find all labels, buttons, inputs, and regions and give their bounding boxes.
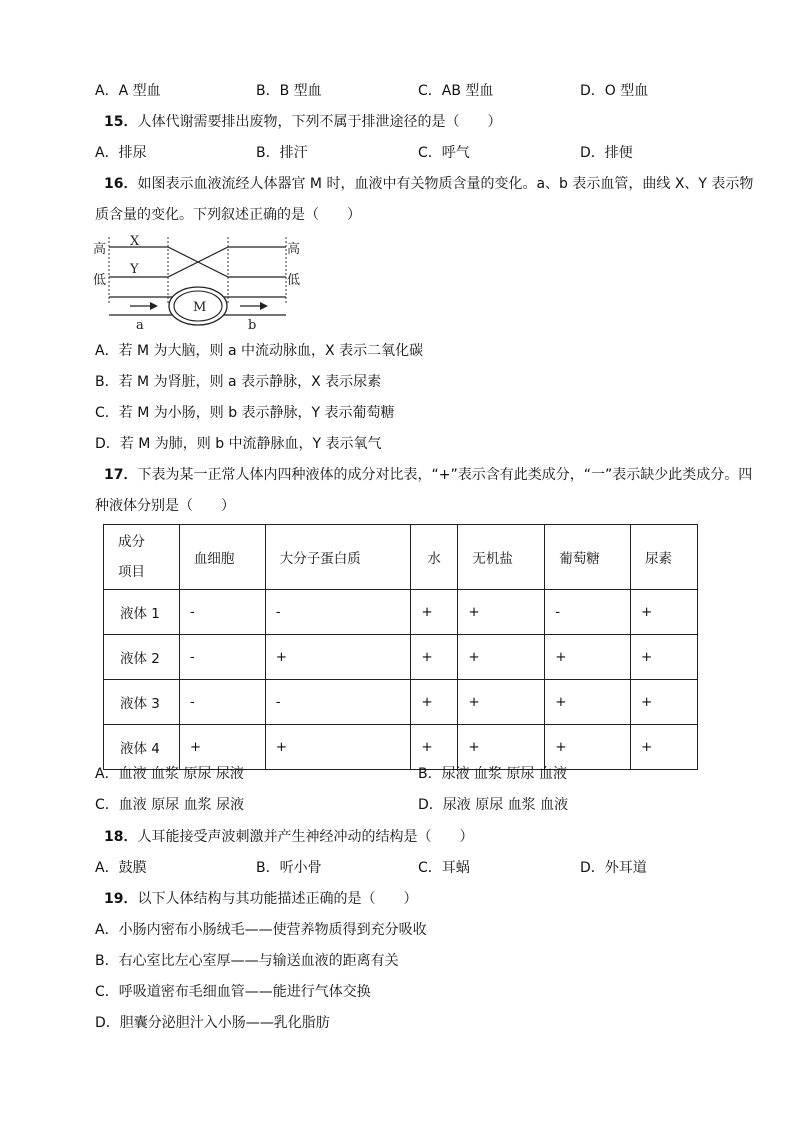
q19-text: 以下人体结构与其功能描述正确的是（ ） bbox=[137, 891, 418, 907]
q17-option-b[interactable]: B．尿液 血浆 原尿 血液 bbox=[418, 766, 567, 782]
vessel-label-a: a bbox=[136, 318, 144, 333]
table-cell: - bbox=[179, 635, 265, 680]
table-cell: + bbox=[265, 635, 411, 680]
q16-diagram bbox=[90, 230, 305, 334]
diagram-label-x: X bbox=[130, 234, 140, 249]
table-cell: - bbox=[179, 590, 265, 635]
vessel-label-b: b bbox=[248, 318, 257, 333]
q14-option-c[interactable]: C．AB 型血 bbox=[418, 83, 494, 99]
table-cell: + bbox=[458, 725, 545, 770]
diagram-low-left: 低 bbox=[93, 273, 107, 288]
diagram-high-right: 高 bbox=[287, 242, 301, 257]
q19-option-b[interactable]: B．右心室比左心室厚——与输送血液的距离有关 bbox=[95, 953, 399, 969]
organ-m-label: M bbox=[193, 300, 207, 315]
q15-option-d[interactable]: D．排便 bbox=[580, 145, 633, 161]
table-cell: + bbox=[411, 635, 458, 680]
table-cell: + bbox=[265, 725, 411, 770]
table-cell: + bbox=[411, 725, 458, 770]
table-cell: - bbox=[265, 680, 411, 725]
column-header: 尿素 bbox=[631, 525, 698, 590]
q18-option-d[interactable]: D．外耳道 bbox=[580, 860, 647, 876]
q18-option-b[interactable]: B．听小骨 bbox=[256, 860, 322, 876]
table-cell: - bbox=[545, 590, 631, 635]
q18-number: 18． bbox=[104, 829, 138, 845]
q17-option-d[interactable]: D．尿液 原尿 血浆 血液 bbox=[418, 797, 569, 813]
q16-stem-line1 bbox=[104, 174, 753, 194]
column-header: 无机盐 bbox=[458, 525, 545, 590]
table-cell: - bbox=[179, 680, 265, 725]
table-row bbox=[104, 590, 698, 635]
table-cell: + bbox=[179, 725, 265, 770]
q15-option-b[interactable]: B．排汗 bbox=[256, 145, 308, 161]
table-cell: + bbox=[458, 680, 545, 725]
table-corner-cell bbox=[104, 525, 180, 590]
diagram-label-y: Y bbox=[130, 262, 139, 277]
diagram-high-left: 高 bbox=[93, 242, 107, 257]
table-cell: + bbox=[458, 590, 545, 635]
q17-option-c[interactable]: C．血液 原尿 血浆 尿液 bbox=[95, 797, 245, 813]
q17-stem-line1 bbox=[104, 465, 752, 485]
q16-stem-line2: 质含量的变化。下列叙述正确的是（ ） bbox=[95, 207, 361, 223]
q16-text1: 如图表示血液流经人体器官 M 时，血液中有关物质含量的变化。a、b 表示血管，曲线 X、Y 表示物 bbox=[137, 176, 754, 192]
q19-option-d[interactable]: D．胆囊分泌胆汁入小肠——乳化脂肪 bbox=[95, 1015, 330, 1031]
row-label: 液体 1 bbox=[104, 590, 180, 635]
q14-option-d[interactable]: D．O 型血 bbox=[580, 83, 649, 99]
table-cell: + bbox=[411, 680, 458, 725]
table-cell: - bbox=[265, 590, 411, 635]
table-cell: + bbox=[545, 680, 631, 725]
q19-stem bbox=[104, 889, 417, 909]
q18-text: 人耳能接受声波刺激并产生神经冲动的结构是（ ） bbox=[137, 829, 474, 845]
q15-number: 15． bbox=[104, 114, 138, 130]
table-cell: + bbox=[545, 725, 631, 770]
table-cell: + bbox=[545, 635, 631, 680]
table-cell: + bbox=[631, 590, 698, 635]
column-header: 葡萄糖 bbox=[545, 525, 631, 590]
q17-number: 17． bbox=[104, 467, 138, 483]
column-header: 血细胞 bbox=[179, 525, 265, 590]
q18-stem bbox=[104, 827, 473, 847]
q16-option-a[interactable]: A．若 M 为大脑，则 a 中流动脉血，X 表示二氧化碳 bbox=[95, 343, 424, 359]
q16-option-c[interactable]: C．若 M 为小肠，则 b 表示静脉，Y 表示葡萄糖 bbox=[95, 405, 395, 421]
q19-option-c[interactable]: C．呼吸道密布毛细血管——能进行气体交换 bbox=[95, 984, 371, 1000]
table-cell: + bbox=[458, 635, 545, 680]
q16-number: 16． bbox=[104, 176, 138, 192]
table-cell: + bbox=[631, 725, 698, 770]
q15-option-c[interactable]: C．呼气 bbox=[418, 145, 470, 161]
table-cell: + bbox=[411, 590, 458, 635]
flow-arrow-right bbox=[260, 302, 268, 310]
q19-number: 19． bbox=[104, 891, 138, 907]
row-label: 液体 4 bbox=[104, 725, 180, 770]
q14-option-b[interactable]: B．B 型血 bbox=[256, 83, 322, 99]
q17-text1: 下表为某一正常人体内四种液体的成分对比表，“+”表示含有此类成分，“一”表示缺少此类成分。四 bbox=[137, 467, 753, 483]
table-row bbox=[104, 725, 698, 770]
q19-option-a[interactable]: A．小肠内密布小肠绒毛——使营养物质得到充分吸收 bbox=[95, 922, 427, 938]
q15-option-a[interactable]: A．排尿 bbox=[95, 145, 147, 161]
table-header-row bbox=[104, 525, 698, 590]
q16-option-b[interactable]: B．若 M 为肾脏，则 a 表示静脉，X 表示尿素 bbox=[95, 374, 382, 390]
row-label: 液体 3 bbox=[104, 680, 180, 725]
table-cell: + bbox=[631, 680, 698, 725]
q16-option-d[interactable]: D．若 M 为肺，则 b 中流静脉血，Y 表示氧气 bbox=[95, 436, 382, 452]
q17-option-a[interactable]: A．血液 血浆 原尿 尿液 bbox=[95, 766, 244, 782]
column-header: 水 bbox=[411, 525, 458, 590]
q18-option-a[interactable]: A．鼓膜 bbox=[95, 860, 147, 876]
table-row bbox=[104, 680, 698, 725]
diagram-low-right: 低 bbox=[287, 273, 301, 288]
corner-bottom-label: 项目 bbox=[118, 564, 145, 580]
table-row bbox=[104, 635, 698, 680]
corner-top-label: 成分 bbox=[118, 534, 145, 550]
composition-table bbox=[103, 524, 698, 770]
q17-stem-line2: 种液体分别是（ ） bbox=[95, 498, 235, 514]
q14-option-a[interactable]: A．A 型血 bbox=[95, 83, 161, 99]
column-header: 大分子蛋白质 bbox=[265, 525, 411, 590]
row-label: 液体 2 bbox=[104, 635, 180, 680]
flow-arrow-left bbox=[150, 302, 158, 310]
q15-stem bbox=[104, 112, 501, 132]
q18-option-c[interactable]: C．耳蜗 bbox=[418, 860, 470, 876]
q15-text: 人体代谢需要排出废物，下列不属于排泄途径的是（ ） bbox=[137, 114, 502, 130]
table-cell: + bbox=[631, 635, 698, 680]
